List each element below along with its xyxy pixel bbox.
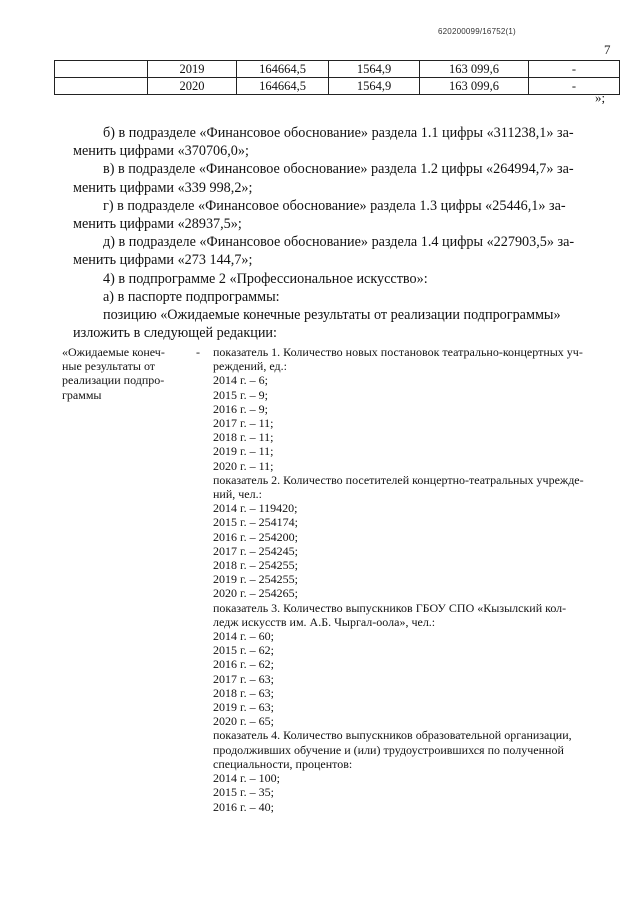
spec-line: 2014 г. – 60;	[213, 629, 274, 644]
amendment-text	[73, 124, 615, 342]
table-cell-other: -	[529, 61, 620, 78]
spec-line: 2016 г. – 9;	[213, 401, 268, 416]
table-cell-other: -	[529, 78, 620, 95]
spec-line: 2019 г. – 63;	[213, 700, 274, 715]
spec-line: показатель 3. Количество выпускников ГБОУ СПО «Кызылский кол-	[213, 600, 567, 615]
spec-line: продолживших обучение и (или) трудоустроившихся по полученной	[213, 742, 564, 757]
table-row	[55, 61, 620, 78]
table-cell-total: 164664,5	[237, 78, 329, 95]
spec-line: 2014 г. – 119420;	[213, 501, 298, 516]
item-d-line2: менить цифрами «273 144,7»;	[73, 252, 253, 269]
spec-line: реждений, ед.:	[213, 359, 287, 374]
page-number: 7	[604, 42, 611, 57]
spec-line: 2016 г. – 254200;	[213, 529, 298, 544]
spec-line: 2015 г. – 9;	[213, 387, 268, 402]
table-cell-empty	[55, 61, 148, 78]
spec-line: 2017 г. – 254245;	[213, 543, 298, 558]
spec-label-line: «Ожидаемые конеч-	[62, 345, 165, 359]
spec-content	[213, 345, 613, 814]
spec-line: 2020 г. – 11;	[213, 458, 274, 473]
table-cell-year: 2019	[148, 61, 237, 78]
spec-line: показатель 4. Количество выпускников образовательной организации,	[213, 728, 572, 743]
table-cell-year: 2020	[148, 78, 237, 95]
spec-line: 2019 г. – 254255;	[213, 572, 298, 587]
spec-line: 2020 г. – 65;	[213, 714, 274, 729]
item-4: 4) в подпрограмме 2 «Профессиональное искусство»:	[103, 270, 428, 287]
spec-line: 2016 г. – 62;	[213, 657, 274, 672]
spec-line: специальности, процентов:	[213, 756, 353, 771]
spec-label-line: ные результаты от	[62, 359, 156, 374]
document-id: 620200099/16752(1)	[438, 27, 516, 36]
table-cell-federal: 1564,9	[329, 61, 420, 78]
spec-line: показатель 2. Количество посетителей концертно-театральных учрежде-	[213, 472, 584, 487]
position-line2: изложить в следующей редакции:	[73, 325, 277, 342]
spec-line: показатель 1. Количество новых постановок театрально-концертных уч-	[213, 345, 583, 359]
position-line1: позицию «Ожидаемые конечные результаты от реализации подпрограммы»	[103, 307, 561, 324]
item-g-line1: г) в подразделе «Финансовое обоснование» раздела 1.3 цифры «25446,1» за-	[103, 197, 566, 214]
spec-line: 2015 г. – 254174;	[213, 515, 298, 530]
item-d-line1: д) в подразделе «Финансовое обоснование» раздела 1.4 цифры «227903,5» за-	[103, 234, 575, 251]
item-b-line2: менить цифрами «370706,0»;	[73, 143, 249, 160]
table-cell-republic: 163 099,6	[420, 61, 529, 78]
item-v-line2: менить цифрами «339 998,2»;	[73, 179, 253, 196]
table-row	[55, 78, 620, 95]
table-closing-quote: »;	[595, 90, 606, 105]
spec-label-line: граммы	[62, 387, 102, 402]
spec-line: 2015 г. – 35;	[213, 785, 274, 800]
table-cell-empty	[55, 78, 148, 95]
spec-dash: -	[196, 345, 200, 359]
table-cell-federal: 1564,9	[329, 78, 420, 95]
spec-line: 2015 г. – 62;	[213, 643, 274, 658]
financing-table	[54, 60, 620, 95]
item-v-line1: в) в подразделе «Финансовое обоснование» раздела 1.2 цифры «264994,7» за-	[103, 161, 574, 178]
spec-line: 2018 г. – 254255;	[213, 558, 298, 573]
table-cell-total: 164664,5	[237, 61, 329, 78]
spec-label	[62, 345, 182, 402]
item-a: а) в паспорте подпрограммы:	[103, 288, 280, 305]
item-g-line2: менить цифрами «28937,5»;	[73, 216, 242, 233]
spec-line: 2018 г. – 11;	[213, 430, 274, 445]
spec-line: ледж искусств им. А.Б. Чыргал-оола», чел.:	[213, 614, 436, 629]
spec-line: 2014 г. – 6;	[213, 373, 268, 388]
spec-label-line: реализации подпро-	[62, 373, 165, 388]
spec-line: 2017 г. – 11;	[213, 416, 274, 431]
spec-line: ний, чел.:	[213, 487, 262, 502]
spec-line: 2016 г. – 40;	[213, 799, 274, 814]
spec-line: 2017 г. – 63;	[213, 671, 274, 686]
item-b-line1: б) в подразделе «Финансовое обоснование» раздела 1.1 цифры «311238,1» за-	[103, 125, 574, 141]
spec-line: 2020 г. – 254265;	[213, 586, 298, 601]
spec-line: 2019 г. – 11;	[213, 444, 274, 459]
table-cell-republic: 163 099,6	[420, 78, 529, 95]
spec-line: 2014 г. – 100;	[213, 771, 280, 786]
spec-line: 2018 г. – 63;	[213, 685, 274, 700]
